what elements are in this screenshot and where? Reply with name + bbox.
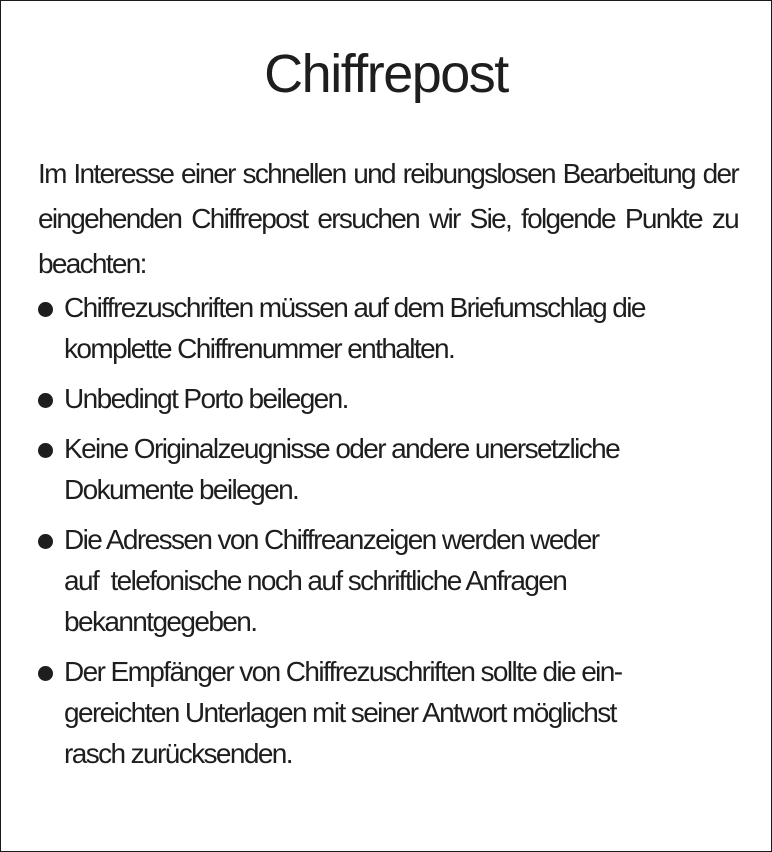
list-item: [38, 287, 748, 369]
list-item-line: auf telefonische noch auf schriftliche Anfragen: [64, 565, 567, 596]
list-item: [38, 651, 748, 774]
list-item-line: Die Adressen von Chiffreanzeigen werden weder: [64, 524, 599, 555]
list-item-line: komplette Chiffrenummer enthalten.: [64, 333, 455, 364]
list-item: [38, 378, 748, 419]
bullet-icon: [38, 666, 53, 681]
list-item-line: Der Empfänger von Chiffrezuschriften sollte die ein-: [64, 656, 622, 687]
list-item-line: bekanntgegeben.: [64, 606, 257, 637]
list-item: [38, 519, 748, 642]
list-item-line: rasch zurücksenden.: [64, 738, 292, 769]
page-title: Chiffrepost: [264, 44, 508, 104]
list-item-line: Chiffrezuschriften müssen auf dem Briefumschlag die: [64, 292, 645, 323]
rules-list: [38, 287, 748, 783]
list-item: [38, 428, 748, 510]
list-item-line: gereichten Unterlagen mit seiner Antwort möglichst: [64, 697, 616, 728]
list-item-line: Dokumente beilegen.: [64, 474, 299, 505]
bullet-icon: [38, 302, 53, 317]
bullet-icon: [38, 393, 53, 408]
bullet-icon: [38, 443, 53, 458]
list-item-line: Keine Originalzeugnisse oder andere unersetzliche: [64, 433, 620, 464]
intro-paragraph: Im Interesse einer schnellen und reibungslosen Bearbeitung der eingehenden Chiffrepost ersuchen wir Sie, folgende Punkte zu beachten:: [38, 158, 738, 279]
bullet-icon: [38, 534, 53, 549]
list-item-line: Unbedingt Porto beilegen.: [64, 383, 348, 414]
